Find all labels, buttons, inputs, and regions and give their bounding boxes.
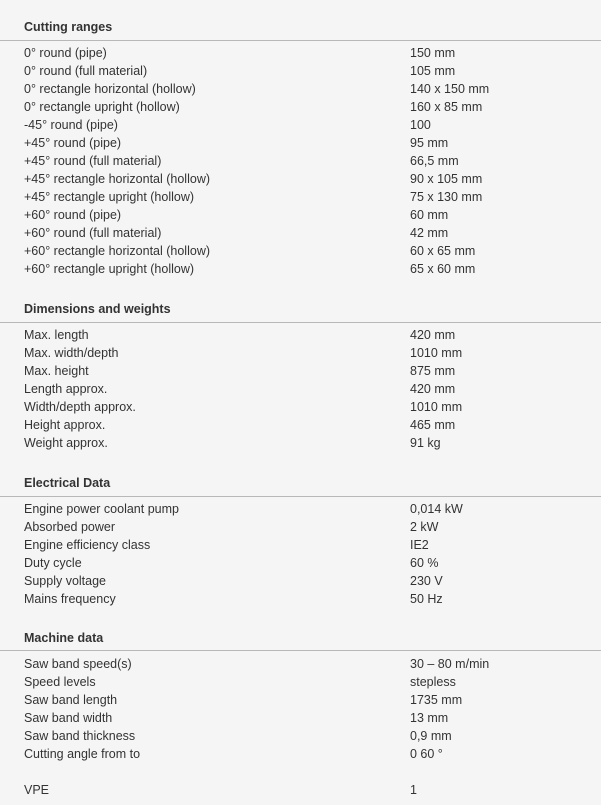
spec-row: [0, 224, 601, 242]
spec-label: +60° round (full material): [24, 226, 162, 240]
spec-row: [0, 152, 601, 170]
spec-label: 0° rectangle horizontal (hollow): [24, 82, 196, 96]
spec-value: stepless: [410, 675, 456, 689]
spec-value: 30 – 80 m/min: [410, 657, 490, 671]
spec-label: Engine efficiency class: [24, 538, 151, 552]
spec-value: 420 mm: [410, 328, 456, 342]
spec-label: Weight approx.: [24, 436, 108, 450]
spec-row: [0, 362, 601, 380]
spec-value: 75 x 130 mm: [410, 190, 483, 204]
spec-row: [0, 380, 601, 398]
spec-row: [0, 518, 601, 536]
section-divider: [0, 40, 601, 41]
spec-row: [0, 80, 601, 98]
spec-value: 150 mm: [410, 46, 456, 60]
spec-value: 465 mm: [410, 418, 456, 432]
spec-label: 0° rectangle upright (hollow): [24, 100, 180, 114]
spec-value: 1010 mm: [410, 400, 463, 414]
spec-value: 2 kW: [410, 520, 439, 534]
spec-label: Absorbed power: [24, 520, 116, 534]
spec-row: [0, 434, 601, 452]
spec-label: +45° round (pipe): [24, 136, 122, 150]
spec-value: 420 mm: [410, 382, 456, 396]
spec-label: Max. length: [24, 328, 89, 342]
spec-label: Saw band length: [24, 693, 118, 707]
spec-label: Max. width/depth: [24, 346, 119, 360]
spec-row: [0, 398, 601, 416]
spec-row: [0, 727, 601, 745]
spec-value: 1010 mm: [410, 346, 463, 360]
spec-label: Saw band thickness: [24, 729, 136, 743]
spec-value: 42 mm: [410, 226, 449, 240]
spec-value: 60 %: [410, 556, 439, 570]
spec-label: +60° round (pipe): [24, 208, 122, 222]
spec-list-electrical-data: [0, 500, 601, 608]
vpe-label: VPE: [24, 783, 50, 797]
spec-label: Mains frequency: [24, 592, 116, 606]
spec-value: 100: [410, 118, 431, 132]
spec-row: [0, 572, 601, 590]
spec-value: 1735 mm: [410, 693, 463, 707]
spec-value: 140 x 150 mm: [410, 82, 490, 96]
spec-value: 105 mm: [410, 64, 456, 78]
spec-value: 60 mm: [410, 208, 449, 222]
spec-row: [0, 691, 601, 709]
spec-value: 91 kg: [410, 436, 441, 450]
section-title-machine-data: Machine data: [24, 631, 104, 645]
spec-label: +60° rectangle upright (hollow): [24, 262, 195, 276]
spec-value: 95 mm: [410, 136, 449, 150]
section-title-cutting-ranges: Cutting ranges: [24, 20, 113, 34]
spec-row: [0, 44, 601, 62]
spec-label: -45° round (pipe): [24, 118, 118, 132]
spec-row: [0, 206, 601, 224]
spec-row: [0, 781, 601, 799]
spec-value: IE2: [410, 538, 429, 552]
vpe-value: 1: [410, 783, 417, 797]
spec-row: [0, 536, 601, 554]
spec-label: Engine power coolant pump: [24, 502, 179, 516]
spec-value: 13 mm: [410, 711, 449, 725]
spec-label: +60° rectangle horizontal (hollow): [24, 244, 211, 258]
spec-value: 875 mm: [410, 364, 456, 378]
spec-row: [0, 188, 601, 206]
spec-value: 0,9 mm: [410, 729, 452, 743]
spec-label: Height approx.: [24, 418, 106, 432]
spec-row: [0, 170, 601, 188]
spec-label: Cutting angle from to: [24, 747, 141, 761]
spec-value: 65 x 60 mm: [410, 262, 476, 276]
spec-row: [0, 62, 601, 80]
section-title-electrical-data: Electrical Data: [24, 476, 111, 490]
spec-row: [0, 673, 601, 691]
spec-label: Width/depth approx.: [24, 400, 136, 414]
spec-list-machine-data: [0, 655, 601, 763]
spec-row: [0, 500, 601, 518]
spec-row: [0, 344, 601, 362]
spec-label: Length approx.: [24, 382, 108, 396]
spec-value: 0,014 kW: [410, 502, 463, 516]
section-divider: [0, 322, 601, 323]
spec-value: 160 x 85 mm: [410, 100, 483, 114]
spec-label: 0° round (pipe): [24, 46, 107, 60]
spec-label: Max. height: [24, 364, 89, 378]
spec-row: [0, 242, 601, 260]
spec-row: [0, 745, 601, 763]
spec-label: +45° rectangle upright (hollow): [24, 190, 195, 204]
spec-row: [0, 260, 601, 278]
spec-value: 230 V: [410, 574, 443, 588]
spec-label: +45° round (full material): [24, 154, 162, 168]
spec-row: [0, 326, 601, 344]
vpe-row: [0, 781, 601, 799]
spec-list-cutting-ranges: [0, 44, 601, 278]
spec-row: [0, 554, 601, 572]
spec-row: [0, 709, 601, 727]
spec-label: Speed levels: [24, 675, 96, 689]
section-divider: [0, 496, 601, 497]
spec-row: [0, 655, 601, 673]
spec-label: Duty cycle: [24, 556, 82, 570]
spec-value: 50 Hz: [410, 592, 443, 606]
spec-row: [0, 416, 601, 434]
section-divider: [0, 650, 601, 651]
spec-row: [0, 116, 601, 134]
spec-value: 60 x 65 mm: [410, 244, 476, 258]
spec-label: Saw band width: [24, 711, 113, 725]
spec-label: +45° rectangle horizontal (hollow): [24, 172, 211, 186]
spec-label: Supply voltage: [24, 574, 107, 588]
spec-value: 66,5 mm: [410, 154, 459, 168]
spec-value: 90 x 105 mm: [410, 172, 483, 186]
spec-row: [0, 134, 601, 152]
spec-row: [0, 98, 601, 116]
spec-value: 0 60 °: [410, 747, 443, 761]
spec-label: Saw band speed(s): [24, 657, 132, 671]
section-title-dimensions-weights: Dimensions and weights: [24, 302, 171, 316]
spec-row: [0, 590, 601, 608]
spec-label: 0° round (full material): [24, 64, 148, 78]
spec-list-dimensions-weights: [0, 326, 601, 452]
